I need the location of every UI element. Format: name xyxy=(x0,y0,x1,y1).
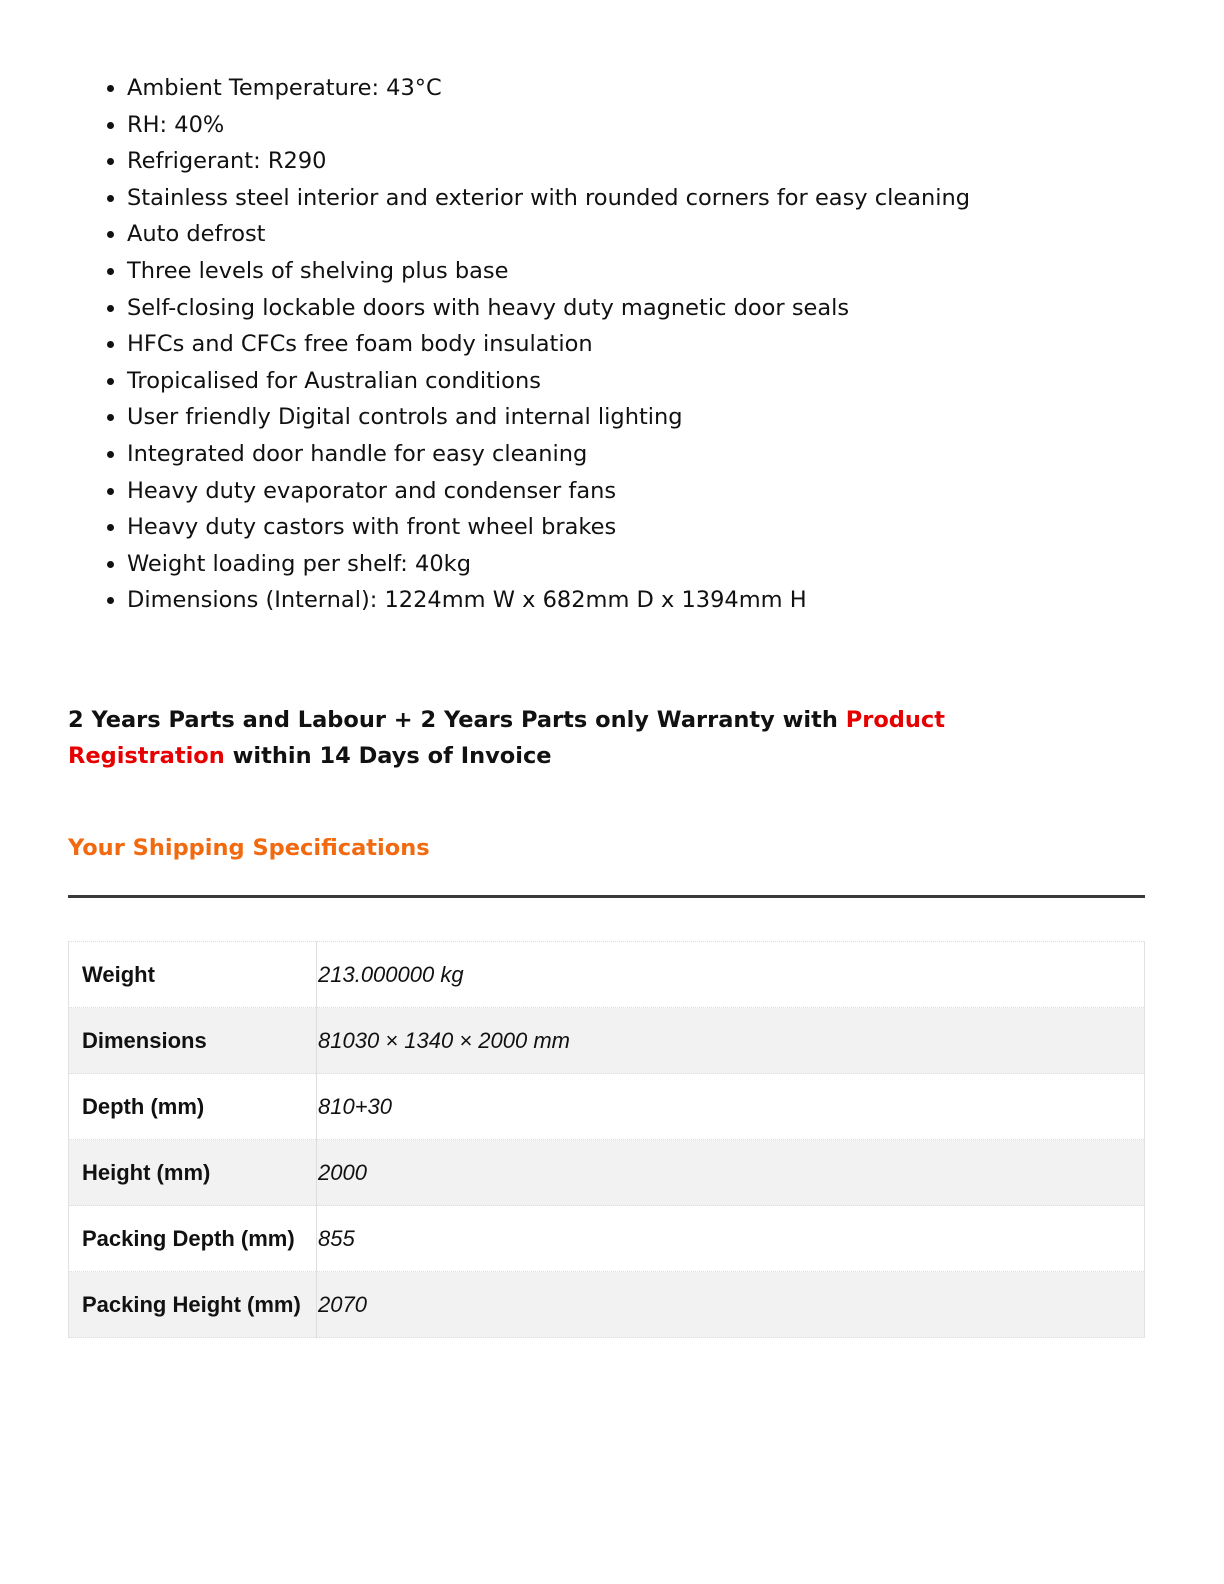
feature-item: • Self-closing lockable doors with heavy duty magnetic door seals xyxy=(127,290,970,327)
table-row xyxy=(69,942,1145,1008)
section-divider xyxy=(68,895,1145,898)
feature-list xyxy=(68,70,970,619)
feature-item: • Dimensions (Internal): 1224mm W x 682mm D x 1394mm H xyxy=(127,582,970,619)
table-row xyxy=(69,1272,1145,1338)
spec-label: Dimensions xyxy=(69,1008,317,1074)
table-row xyxy=(69,1074,1145,1140)
table-row xyxy=(69,1008,1145,1074)
feature-item: • Weight loading per shelf: 40kg xyxy=(127,546,970,583)
spec-value: 81030 × 1340 × 2000 mm xyxy=(318,1028,570,1053)
product-registration-link[interactable]: Product Registration xyxy=(68,707,946,769)
warranty-text-before: 2 Years Parts and Labour + 2 Years Parts only Warranty with xyxy=(68,707,846,733)
shipping-spec-table xyxy=(68,941,1145,1338)
feature-item: • Auto defrost xyxy=(127,216,970,253)
feature-item: • Ambient Temperature: 43°C xyxy=(127,70,970,107)
spec-label: Weight xyxy=(69,942,317,1008)
spec-value: 2000 xyxy=(318,1160,367,1185)
spec-label: Depth (mm) xyxy=(69,1074,317,1140)
feature-item: • HFCs and CFCs free foam body insulation xyxy=(127,326,970,363)
spec-label: Height (mm) xyxy=(69,1140,317,1206)
spec-value: 810+30 xyxy=(318,1094,393,1119)
feature-item: • RH: 40% xyxy=(127,107,970,144)
warranty-text-after: within 14 Days of Invoice xyxy=(224,743,552,769)
feature-item: • Heavy duty evaporator and condenser fans xyxy=(127,473,970,510)
feature-item: • Heavy duty castors with front wheel brakes xyxy=(127,509,970,546)
feature-item: • Three levels of shelving plus base xyxy=(127,253,970,290)
spec-label: Packing Height (mm) xyxy=(69,1272,317,1338)
feature-item: • User friendly Digital controls and internal lighting xyxy=(127,399,970,436)
warranty-statement xyxy=(68,702,1068,774)
spec-value: 855 xyxy=(318,1226,355,1251)
spec-label: Packing Depth (mm) xyxy=(69,1206,317,1272)
feature-item: • Tropicalised for Australian conditions xyxy=(127,363,970,400)
feature-item: • Stainless steel interior and exterior with rounded corners for easy cleaning xyxy=(127,180,970,217)
spec-value: 2070 xyxy=(318,1292,367,1317)
spec-value: 213.000000 kg xyxy=(318,962,464,987)
feature-item: • Refrigerant: R290 xyxy=(127,143,970,180)
table-row xyxy=(69,1140,1145,1206)
feature-item: • Integrated door handle for easy cleaning xyxy=(127,436,970,473)
shipping-specifications-heading: Your Shipping Specifications xyxy=(68,835,430,861)
table-row xyxy=(69,1206,1145,1272)
